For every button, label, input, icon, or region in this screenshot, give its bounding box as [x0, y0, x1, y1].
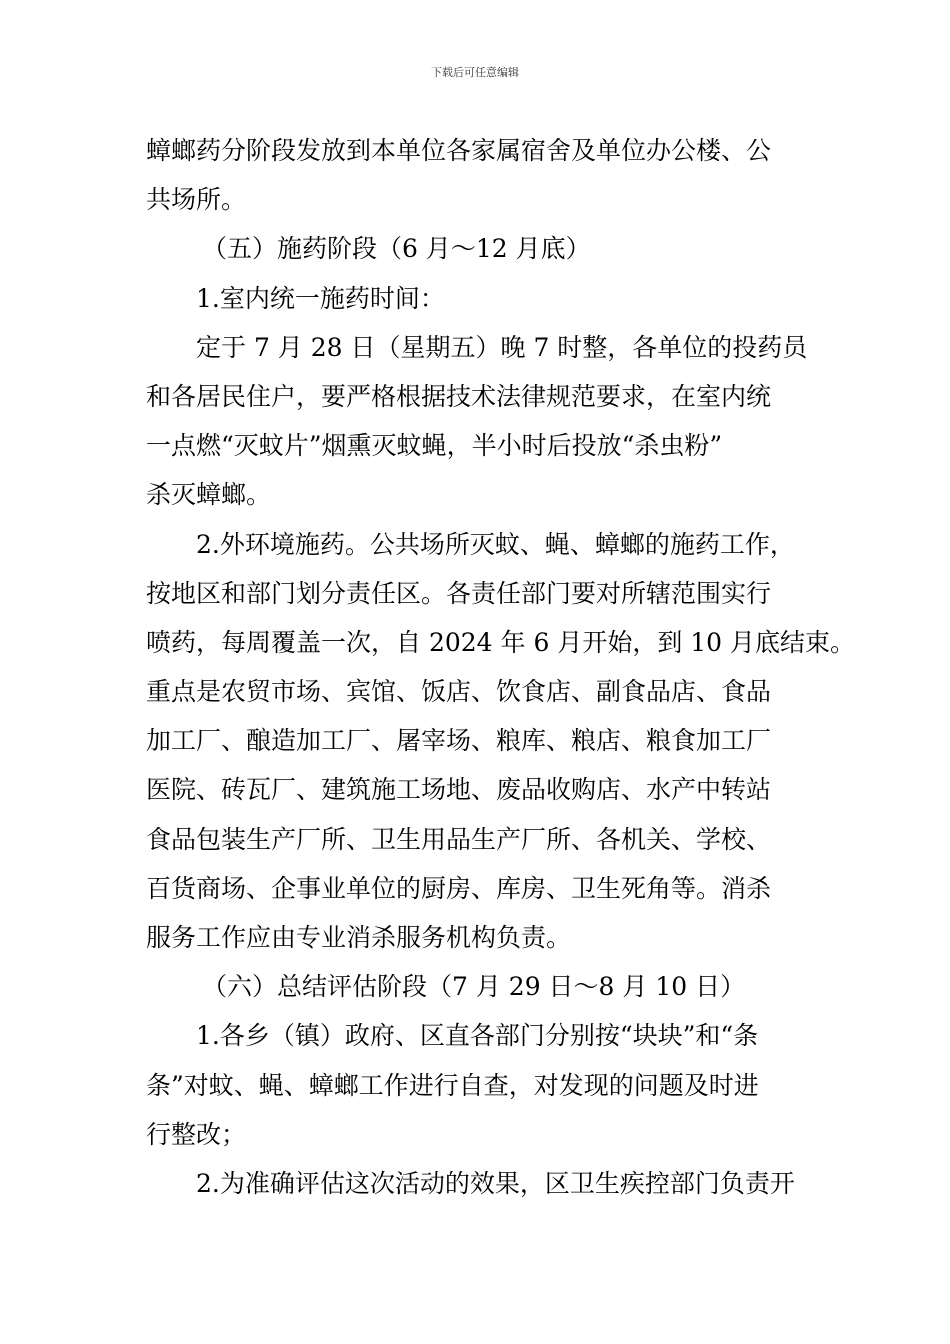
text-line: 加工厂、酿造加工厂、屠宰场、粮库、粮店、粮食加工厂 — [146, 726, 772, 756]
text-line: 服务工作应由专业消杀服务机构负责。 — [146, 923, 572, 952]
text-line: 重点是农贸市场、宾馆、饭店、饮食店、副食品店、食品 — [146, 677, 772, 707]
text-line: 行整改； — [146, 1119, 247, 1149]
paragraph-start: 定于 7 月 28 日（星期五）晚 7 时整，各单位的投药员 — [196, 332, 808, 362]
list-item-heading: 1.室内统一施药时间： — [196, 283, 445, 313]
list-item-start: 2.为准确评估这次活动的效果，区卫生疾控部门负责开 — [196, 1168, 795, 1198]
text-line: 按地区和部门划分责任区。各责任部门要对所辖范围实行 — [146, 578, 772, 608]
list-item-start: 1.各乡（镇）政府、区直各部门分别按“块块”和“条 — [196, 1021, 759, 1051]
list-item-start: 2.外环境施药。公共场所灭蚊、蝇、蟑螂的施药工作， — [196, 529, 795, 559]
section-heading: （六）总结评估阶段（7 月 29 日～8 月 10 日） — [202, 972, 746, 1002]
text-line: 百货商场、企事业单位的厨房、库房、卫生死角等。消杀 — [146, 873, 772, 903]
text-line: 杀灭蟑螂。 — [146, 480, 272, 510]
text-line: 食品包装生产厂所、卫生用品生产厂所、各机关、学校、 — [146, 824, 772, 854]
text-line: 医院、砖瓦厂、建筑施工场地、废品收购店、水产中转站 — [146, 775, 772, 805]
text-line: 条”对蚊、蝇、蟑螂工作进行自查，对发现的问题及时进 — [146, 1070, 759, 1100]
document-body — [146, 126, 856, 1208]
section-heading: （五）施药阶段（6 月～12 月底） — [202, 234, 591, 264]
text-line: 喷药，每周覆盖一次，自 2024 年 6 月开始，到 10 月底结束。 — [146, 627, 856, 657]
text-line: 一点燃“灭蚊片”烟熏灭蚊蝇，半小时后投放“杀虫粉” — [146, 431, 723, 461]
text-line: 和各居民住户，要严格根据技术法律规范要求，在室内统 — [146, 381, 772, 411]
text-line: 共场所。 — [146, 185, 247, 215]
text-line: 蟑螂药分阶段发放到本单位各家属宿舍及单位办公楼、公 — [146, 136, 772, 165]
page-header: 下载后可任意编辑 — [431, 66, 519, 79]
